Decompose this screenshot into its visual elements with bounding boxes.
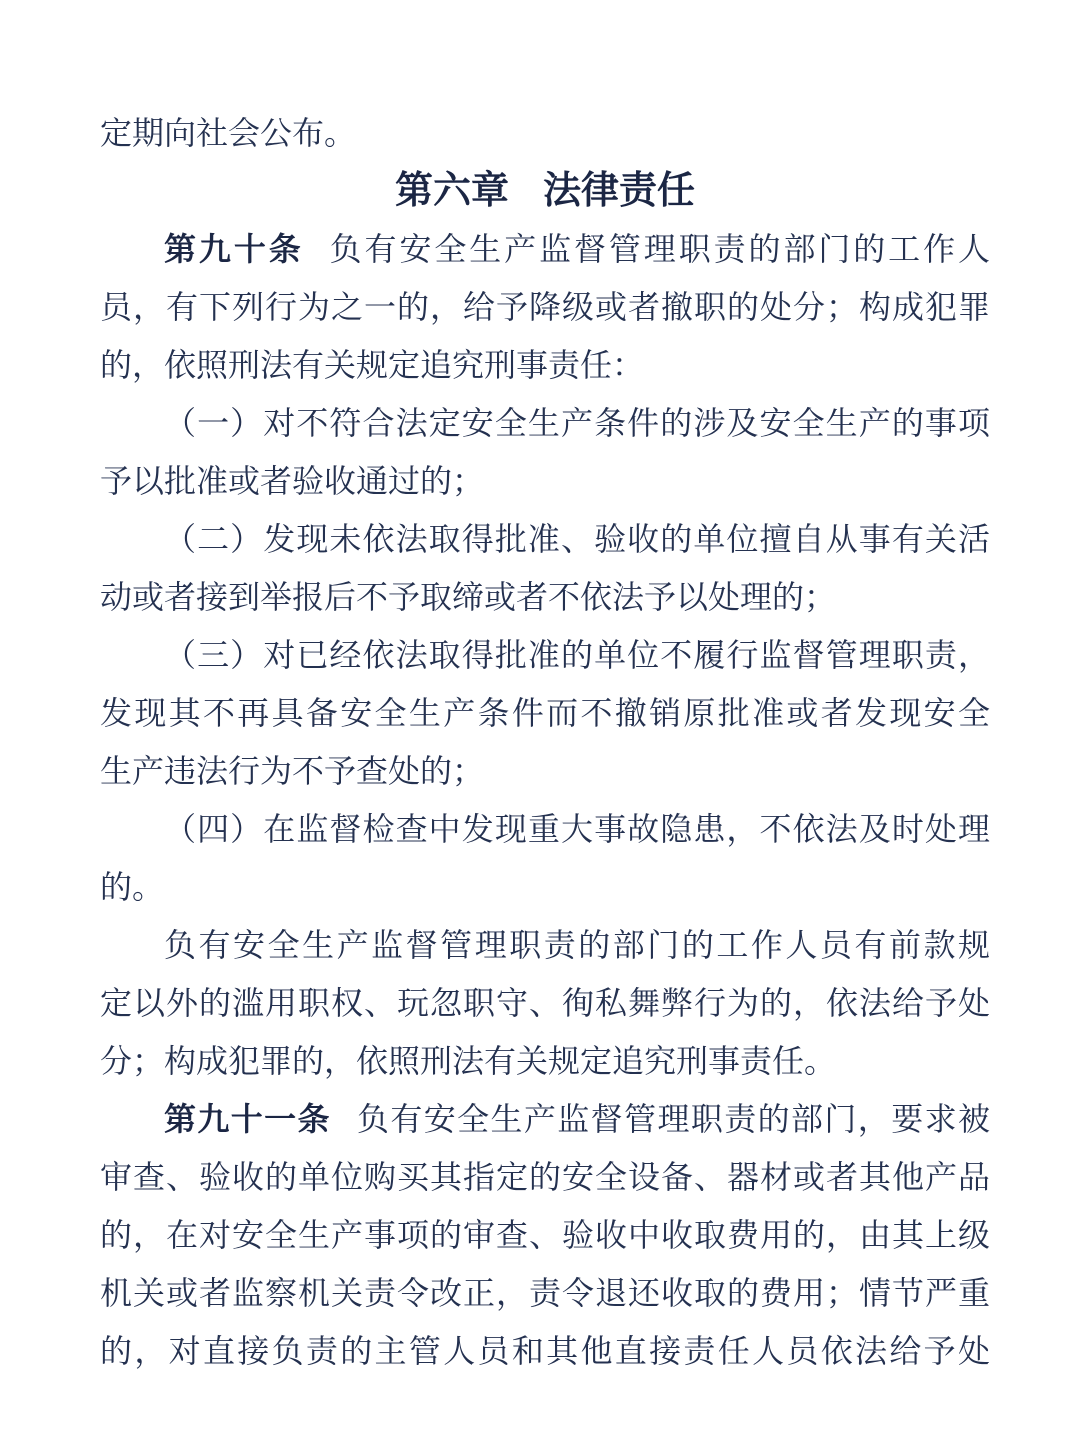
article-90-item-2-line-2: 动或者接到举报后不予取缔或者不依法予以处理的； bbox=[100, 579, 837, 615]
article-90-item-3-line-2: 发现其不再具备安全生产条件而不撤销原批准或者发现安全 bbox=[100, 695, 990, 731]
article-90-item-1-line-2: 予以批准或者验收通过的； bbox=[100, 463, 485, 499]
article-91-opening-text: 负有安全生产监督管理职责的部门，要求被 bbox=[356, 1101, 990, 1137]
article-90-item-3-line-3: 生产违法行为不予查处的； bbox=[100, 753, 485, 789]
article-90-item-2-line-1: （二）发现未依法取得批准、验收的单位擅自从事有关活 bbox=[164, 521, 990, 557]
article-91-line-4: 机关或者监察机关责令改正，责令退还收取的费用；情节严重 bbox=[100, 1275, 990, 1311]
document-page bbox=[100, 104, 990, 1380]
article-91-line-1 bbox=[100, 1090, 990, 1148]
article-90-item-3-line-1: （三）对已经依法取得批准的单位不履行监督管理职责， bbox=[164, 637, 990, 673]
article-90-opening-line-3: 的，依照刑法有关规定追究刑事责任： bbox=[100, 347, 645, 383]
article-91-line-2: 审查、验收的单位购买其指定的安全设备、器材或者其他产品 bbox=[100, 1159, 990, 1195]
article-90-opening-text: 负有安全生产监督管理职责的部门的工作人 bbox=[329, 231, 990, 267]
article-90-item-1-line-1: （一）对不符合法定安全生产条件的涉及安全生产的事项 bbox=[164, 405, 990, 441]
article-91-line-5: 的，对直接负责的主管人员和其他直接责任人员依法给予处 bbox=[100, 1333, 990, 1369]
article-91-line-3: 的，在对安全生产事项的审查、验收中收取费用的，由其上级 bbox=[100, 1217, 990, 1253]
article-90-opening-line-2: 员，有下列行为之一的，给予降级或者撤职的处分；构成犯罪 bbox=[100, 289, 990, 325]
article-90-closing-line-3: 分；构成犯罪的，依照刑法有关规定追究刑事责任。 bbox=[100, 1043, 837, 1079]
article-91-number: 第九十一条 bbox=[164, 1101, 331, 1137]
chapter-number: 第六章 bbox=[394, 170, 509, 212]
article-90-item-4-line-1: （四）在监督检查中发现重大事故隐患，不依法及时处理 bbox=[164, 811, 990, 847]
chapter-title: 法律责任 bbox=[543, 170, 696, 212]
article-90-number: 第九十条 bbox=[164, 231, 304, 267]
chapter-heading bbox=[100, 162, 990, 220]
paragraph-continuation-line: 定期向社会公布。 bbox=[100, 115, 357, 151]
article-90-closing-line-2: 定以外的滥用职权、玩忽职守、徇私舞弊行为的，依法给予处 bbox=[100, 985, 990, 1021]
article-90-closing-line-1: 负有安全生产监督管理职责的部门的工作人员有前款规 bbox=[164, 927, 990, 963]
article-90-item-4-line-2: 的。 bbox=[100, 869, 165, 905]
article-90-opening-line-1 bbox=[100, 220, 990, 278]
